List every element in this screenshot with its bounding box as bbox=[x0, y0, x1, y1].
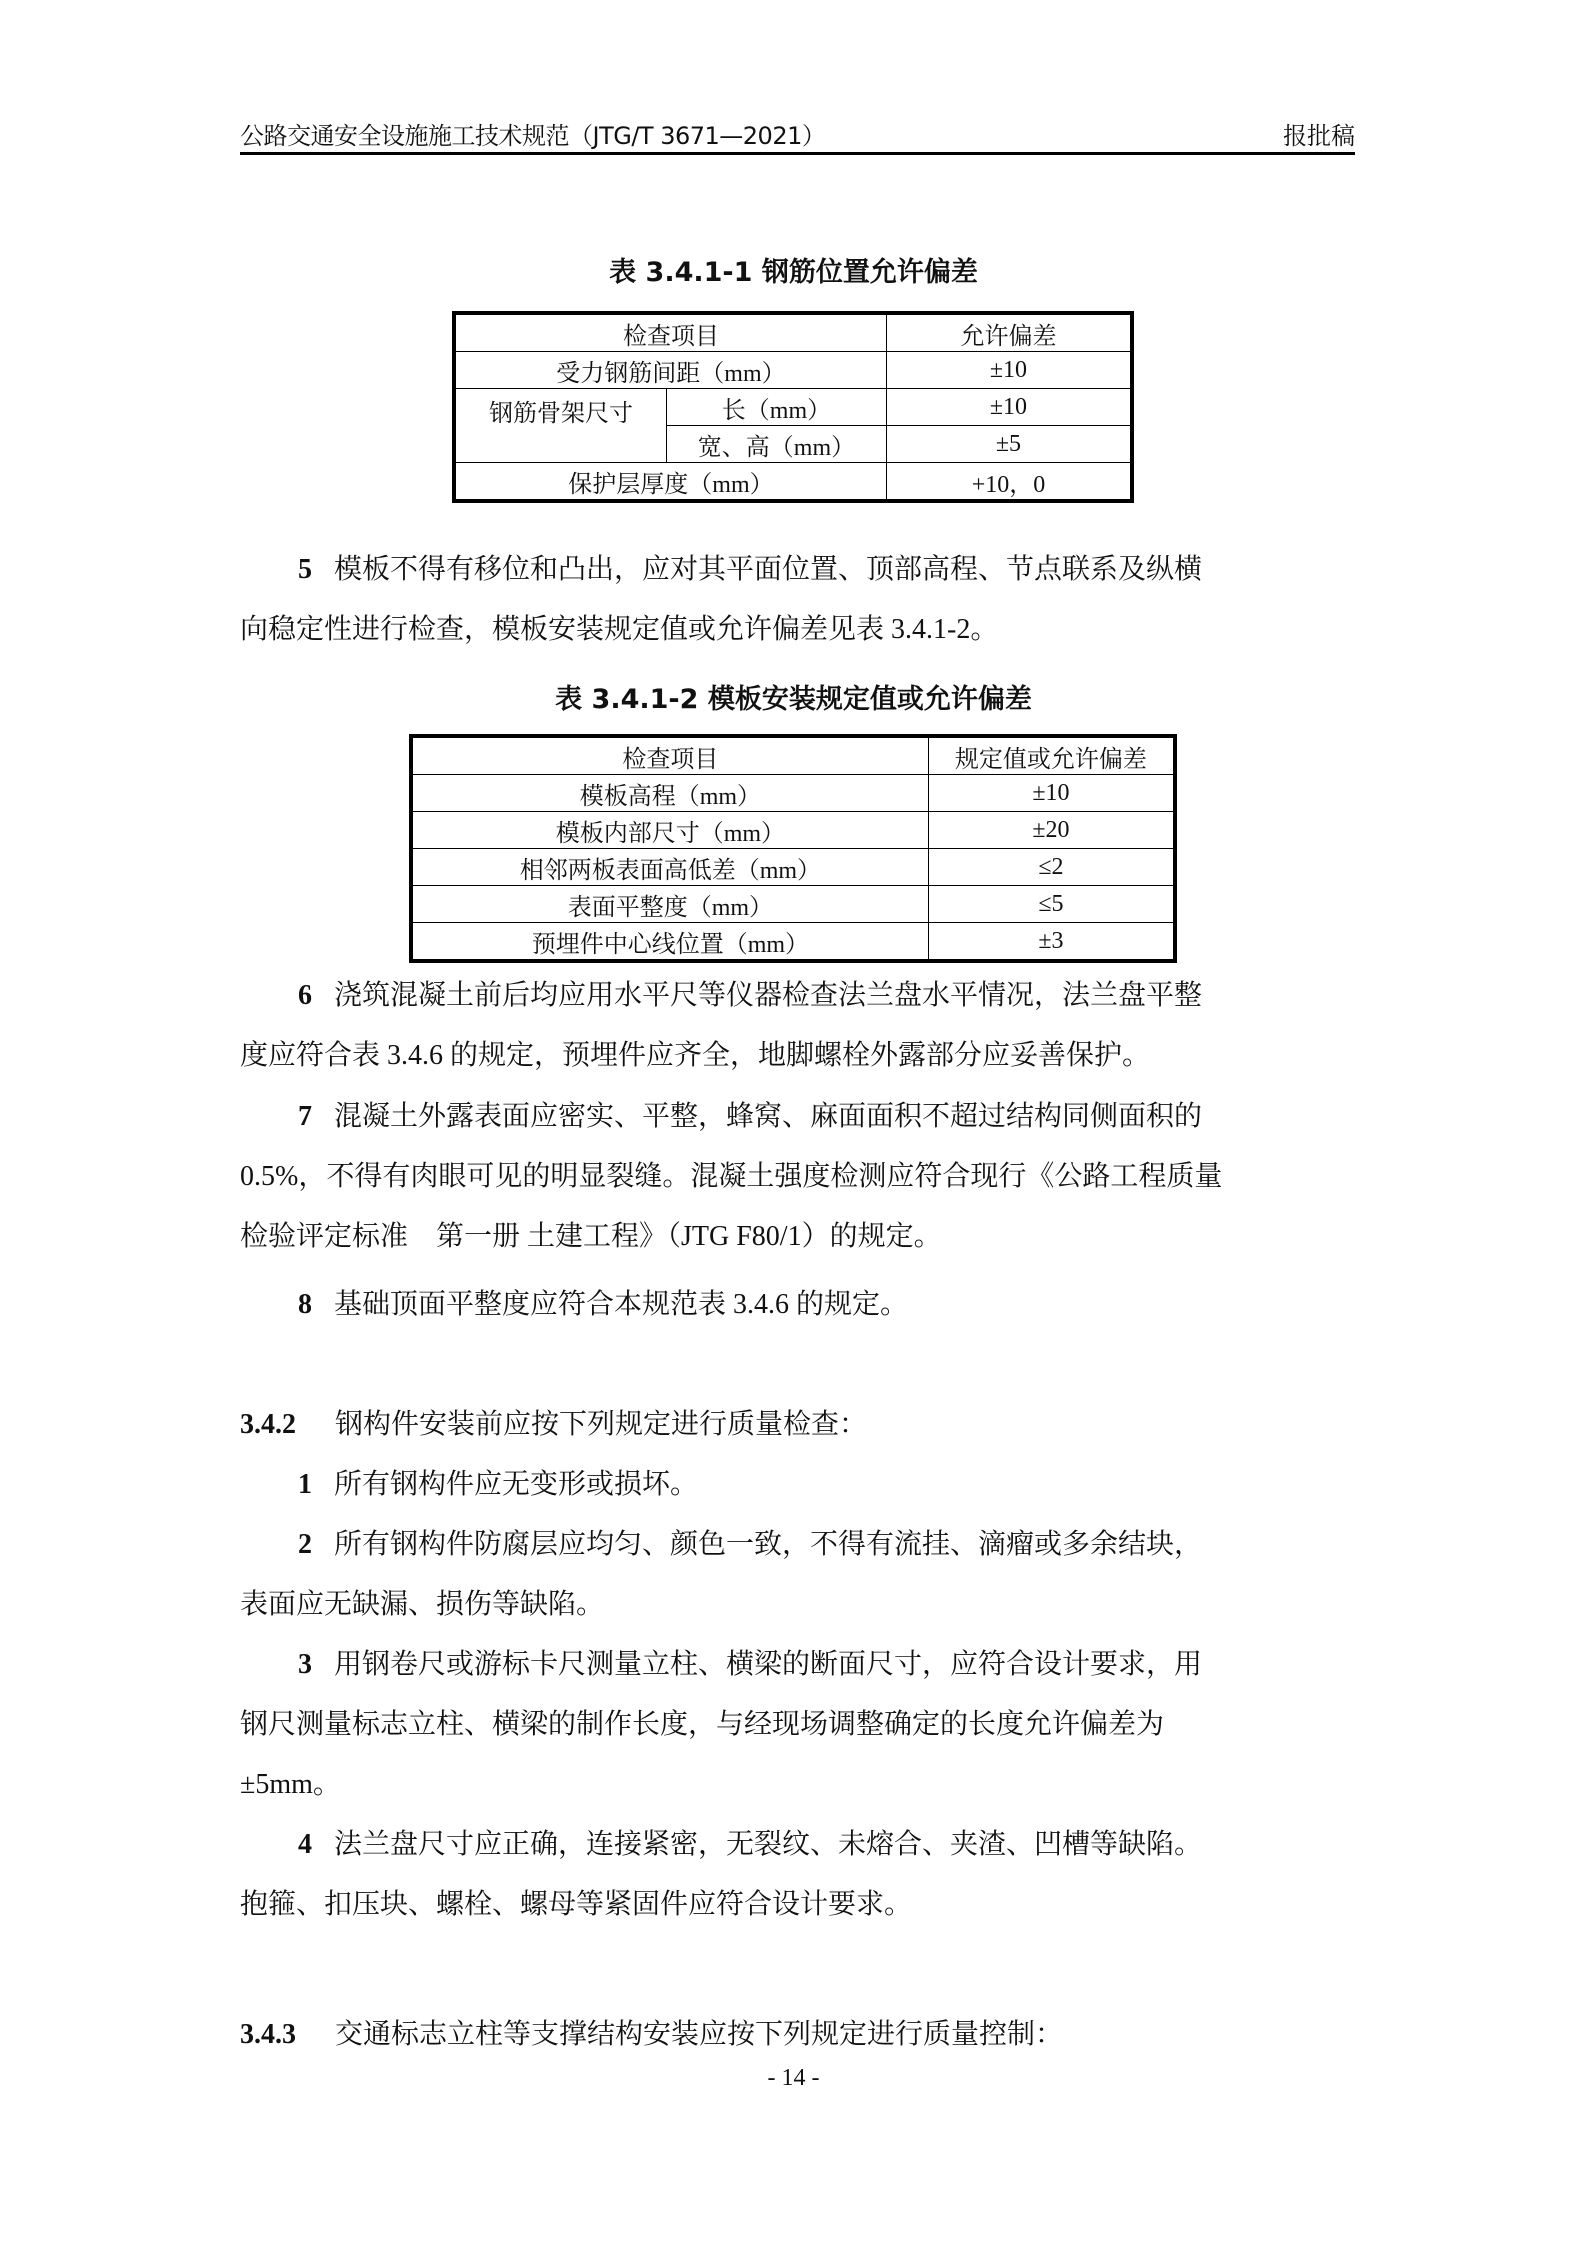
clause-8 bbox=[240, 1275, 1355, 1335]
table-row bbox=[454, 389, 1132, 426]
clause-7 bbox=[240, 1087, 1355, 1267]
clause-text: 混凝土外露表面应密实、平整，蜂窝、麻面面积不超过结构同侧面积的 bbox=[334, 1101, 1203, 1132]
item-text: 所有钢构件应无变形或损坏。 bbox=[334, 1469, 699, 1500]
item-text: 所有钢构件防腐层应均匀、颜色一致，不得有流挂、滴瘤或多余结块， bbox=[334, 1529, 1203, 1560]
value-cell: +10，0 bbox=[886, 463, 1132, 502]
table-row bbox=[411, 849, 1175, 886]
clause-text: 度应符合表 3.4.6 的规定，预埋件应齐全，地脚螺栓外露部分应妥善保护。 bbox=[240, 1040, 1151, 1071]
value-cell: ±10 bbox=[928, 775, 1175, 812]
table2-caption: 表 3.4.1-2 模板安装规定值或允许偏差 bbox=[555, 684, 1032, 715]
item-cell: 模板高程（mm） bbox=[411, 775, 928, 812]
draft-status: 报批稿 bbox=[1283, 122, 1355, 150]
item-cell: 宽、高（mm） bbox=[667, 426, 887, 463]
item-number: 1 bbox=[298, 1469, 312, 1500]
value-cell: ±20 bbox=[928, 812, 1175, 849]
table-row bbox=[411, 923, 1175, 962]
value-cell: ±10 bbox=[886, 352, 1132, 389]
item-text: 用钢卷尺或游标卡尺测量立柱、横梁的断面尺寸，应符合设计要求，用 bbox=[334, 1649, 1203, 1680]
clause-text: 0.5%，不得有肉眼可见的明显裂缝。混凝土强度检测应符合现行《公路工程质量 bbox=[240, 1161, 1223, 1192]
value-cell: ±3 bbox=[928, 923, 1175, 962]
clause-text: 向稳定性进行检查，模板安装规定值或允许偏差见表 3.4.1-2。 bbox=[240, 614, 999, 645]
item-cell: 预埋件中心线位置（mm） bbox=[411, 923, 928, 962]
clause-6 bbox=[240, 966, 1355, 1086]
header-cell: 检查项目 bbox=[411, 736, 928, 775]
clause-text: 浇筑混凝土前后均应用水平尺等仪器检查法兰盘水平情况，法兰盘平整 bbox=[334, 980, 1203, 1011]
table-row bbox=[454, 463, 1132, 502]
table-rebar-tolerance bbox=[452, 311, 1134, 503]
item-cell: 保护层厚度（mm） bbox=[454, 463, 886, 502]
section-number: 3.4.2 bbox=[240, 1409, 296, 1440]
section-3-4-3 bbox=[240, 2005, 1355, 2065]
value-cell: ±5 bbox=[886, 426, 1132, 463]
clause-number: 5 bbox=[298, 554, 312, 585]
item-number: 2 bbox=[298, 1529, 312, 1560]
table-row bbox=[411, 812, 1175, 849]
section-title: 钢构件安装前应按下列规定进行质量检查： bbox=[335, 1409, 868, 1440]
clause-number: 6 bbox=[298, 980, 312, 1011]
header-cell: 允许偏差 bbox=[886, 313, 1132, 352]
document-title: 公路交通安全设施施工技术规范（JTG/T 3671—2021） bbox=[240, 122, 826, 150]
item-cell: 模板内部尺寸（mm） bbox=[411, 812, 928, 849]
value-cell: ±10 bbox=[886, 389, 1132, 426]
value-cell: ≤2 bbox=[928, 849, 1175, 886]
section-title: 交通标志立柱等支撑结构安装应按下列规定进行质量控制： bbox=[335, 2019, 1064, 2050]
group-cell: 钢筋骨架尺寸 bbox=[454, 389, 667, 463]
item-cell: 受力钢筋间距（mm） bbox=[454, 352, 886, 389]
item-cell: 表面平整度（mm） bbox=[411, 886, 928, 923]
item-number: 4 bbox=[298, 1829, 312, 1860]
table1-caption: 表 3.4.1-1 钢筋位置允许偏差 bbox=[609, 257, 978, 288]
table-header-row bbox=[454, 313, 1132, 352]
header-cell: 检查项目 bbox=[454, 313, 886, 352]
clause-text: 模板不得有移位和凸出，应对其平面位置、顶部高程、节点联系及纵横 bbox=[334, 554, 1203, 585]
page-number: - 14 - bbox=[767, 2065, 820, 2091]
item-text: 法兰盘尺寸应正确，连接紧密，无裂纹、未熔合、夹渣、凹槽等缺陷。 bbox=[334, 1829, 1203, 1860]
table-row bbox=[454, 352, 1132, 389]
item-text: ±5mm。 bbox=[240, 1769, 341, 1800]
item-text: 钢尺测量标志立柱、横梁的制作长度，与经现场调整确定的长度允许偏差为 bbox=[240, 1709, 1165, 1740]
clause-text: 检验评定标准 第一册 土建工程》（JTG F80/1）的规定。 bbox=[240, 1221, 942, 1252]
section-3-4-2 bbox=[240, 1395, 1355, 1935]
item-cell: 相邻两板表面高低差（mm） bbox=[411, 849, 928, 886]
header-cell: 规定值或允许偏差 bbox=[928, 736, 1175, 775]
item-number: 3 bbox=[298, 1649, 312, 1680]
table-formwork-tolerance bbox=[409, 734, 1177, 963]
clause-text: 基础顶面平整度应符合本规范表 3.4.6 的规定。 bbox=[334, 1289, 909, 1320]
item-cell: 长（mm） bbox=[667, 389, 887, 426]
clause-number: 7 bbox=[298, 1101, 312, 1132]
table-header-row bbox=[411, 736, 1175, 775]
clause-5 bbox=[240, 540, 1355, 660]
item-text: 表面应无缺漏、损伤等缺陷。 bbox=[240, 1589, 605, 1620]
item-text: 抱箍、扣压块、螺栓、螺母等紧固件应符合设计要求。 bbox=[240, 1889, 913, 1920]
table-row bbox=[411, 886, 1175, 923]
table-row bbox=[411, 775, 1175, 812]
section-number: 3.4.3 bbox=[240, 2019, 296, 2050]
value-cell: ≤5 bbox=[928, 886, 1175, 923]
clause-number: 8 bbox=[298, 1289, 312, 1320]
running-header bbox=[240, 112, 1355, 155]
